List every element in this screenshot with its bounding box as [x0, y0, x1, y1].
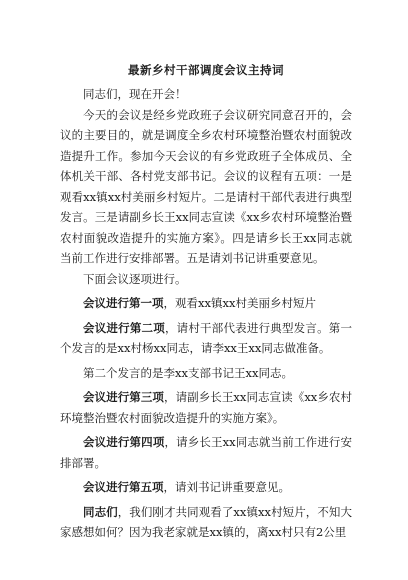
document-title: 最新乡村干部调度会议主持词 — [128, 63, 284, 77]
agenda-item-1 — [60, 293, 352, 314]
second-speaker-paragraph: 第二个发言的是李xx支部书记王xx同志。 — [83, 365, 293, 380]
proceed-paragraph: 下面会议逐项进行。 — [83, 271, 187, 286]
agenda-item-3-lead: 会议进行第三项 — [83, 390, 164, 404]
closing-text: ，我们刚才共同观看了xx镇xx村短片，不知大家感想如何？因为我老家就是xx镇的，离xx村只有2公里 — [60, 504, 352, 539]
agenda-item-2-text: ，请村干部代表进行典型发言。第一个发言的是xx村杨xx同志，请李xx王xx同志做准备。 — [60, 320, 353, 355]
agenda-item-3 — [60, 387, 352, 428]
agenda-item-4-text: ，请乡长王xx同志就当前工作进行安排部署。 — [60, 435, 352, 470]
greeting-paragraph: 同志们，现在开会！ — [83, 87, 187, 101]
agenda-item-2 — [60, 318, 352, 359]
closing-lead: 同志们 — [83, 504, 118, 519]
agenda-item-5-text: ，请刘书记讲重要意见。 — [163, 480, 290, 494]
agenda-item-4-lead: 会议进行第四项 — [83, 435, 165, 449]
agenda-item-4 — [60, 432, 352, 473]
agenda-item-1-text: ，观看xx镇xx村美丽乡村短片 — [163, 296, 316, 310]
agenda-item-3-text: ，请副乡长王xx同志宣读《xx乡农村环境整治暨农村面貌改造提升的实施方案》。 — [60, 390, 352, 425]
agenda-item-5 — [60, 477, 352, 498]
intro-paragraph: 今天的会议是经乡党政班子会议研究同意召开的，会议的主要目的，就是调度全乡农村环境整治暨农村面貌改造提升工作。参加今天会议的有乡党政班子全体成员、全体机关干部、各村党支部书记。会议的议程有五项：一是观看xx镇xx村美丽乡村短片。二是请村干部代表进行典型发言。三是请副乡长王xx同志宣读《xx乡农村环境整治暨农村面貌改造提升的实施方案》。四是请乡长王xx同志就当前工作进行安排部署。五是请刘书记讲重要意见。 — [60, 107, 352, 265]
agenda-item-1-lead: 会议进行第一项 — [83, 296, 164, 310]
agenda-item-5-lead: 会议进行第五项 — [83, 480, 164, 494]
closing-paragraph — [60, 502, 352, 543]
agenda-item-2-lead: 会议进行第二项 — [83, 320, 165, 335]
